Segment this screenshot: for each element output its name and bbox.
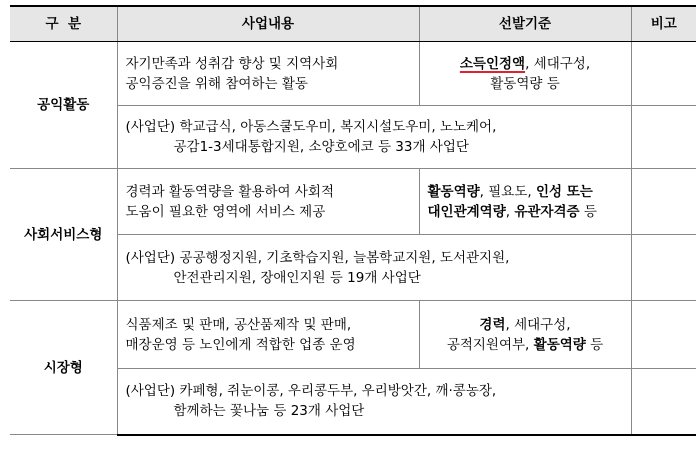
table-row [10,42,696,106]
criteria-cell: 소득인정액, 세대구성, 활동역량 등 [419,42,631,106]
criteria-cell: 활동역량, 필요도, 인성 또는 대인관계역량, 유관자격증 등 [419,169,631,235]
program-table [10,5,696,436]
note-cell [631,42,696,106]
description-cell: 식품제조 및 판매, 공산품제작 및 판매, 매장운영 등 노인에게 적합한 업종 운영 [117,301,419,369]
category-cell: 사회서비스형 [10,169,117,301]
organizations-cell: (사업단) 공공행정지원, 기초학습지원, 늘봄학교지원, 도서관지원, 안전관리지원, 장애인지원 등 19개 사업단 [117,235,631,301]
category-cell: 공익활동 [10,42,117,169]
note-cell [631,301,696,369]
note-cell [631,106,696,169]
criteria-keyword: 소득인정액 [459,55,526,72]
header-note: 비고 [631,6,696,42]
category-cell: 시장형 [10,301,117,435]
organizations-cell: (사업단) 카페형, 쥐눈이콩, 우리콩두부, 우리방앗간, 깨·콩농장, 함께하는 꽃나눔 등 23개 사업단 [117,369,631,435]
description-line: 공익증진을 위해 참여하는 활동 [125,75,308,92]
note-cell [631,169,696,235]
description-cell: 경력과 활동역량을 활용하여 사회적 도움이 필요한 영역에 서비스 제공 [117,169,419,235]
note-cell [631,369,696,435]
criteria-line: 활동역량 등 [490,75,560,92]
header-criteria: 선발기준 [419,6,631,42]
header-row [10,6,696,42]
description-line: 자기만족과 성취감 향상 및 지역사회 [125,55,339,72]
description-cell [117,42,419,106]
table-row [10,169,696,235]
header-content: 사업내용 [117,6,419,42]
organizations-cell: (사업단) 학교급식, 아동스쿨도우미, 복지시설도우미, 노노케어, 공감1-3세대통합지원, 소양호에코 등 33개 사업단 [117,106,631,169]
header-category: 구 분 [10,6,117,42]
note-cell [631,235,696,301]
table-row [10,301,696,369]
criteria-cell: 경력, 세대구성, 공적지원여부, 활동역량 등 [419,301,631,369]
